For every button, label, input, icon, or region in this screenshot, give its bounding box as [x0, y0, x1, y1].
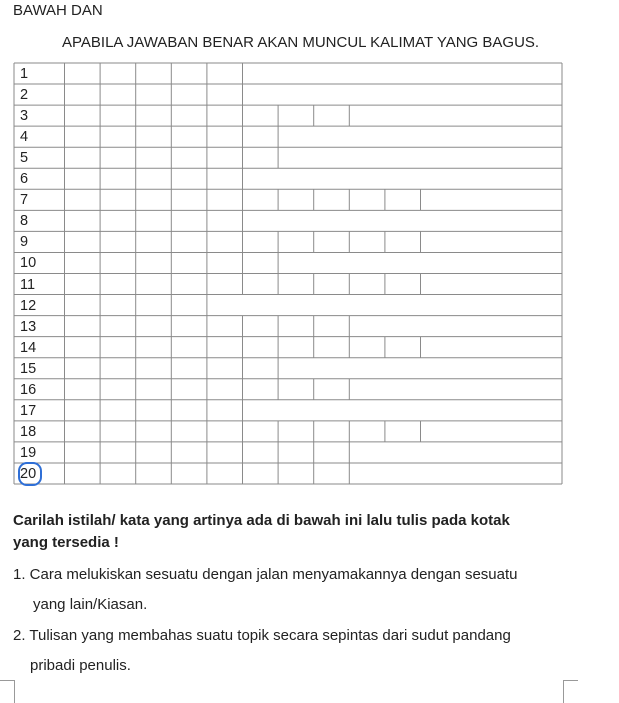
row-number: 13 [20, 318, 37, 335]
row-number: 8 [20, 213, 29, 230]
page-corner-right [563, 680, 578, 703]
row-number: 9 [20, 234, 29, 251]
row-number: 10 [20, 255, 37, 272]
row-number: 20 [20, 465, 37, 482]
row-number: 1 [20, 66, 29, 82]
question-2-line-2: pribadi penulis. [30, 657, 131, 674]
row-number: 19 [20, 444, 37, 461]
row-number: 11 [20, 276, 36, 293]
row-number: 15 [20, 360, 37, 377]
instruction-line-1: Carilah istilah/ kata yang artinya ada di bawah ini lalu tulis pada kotak [13, 512, 510, 529]
header-line-2: APABILA JAWABAN BENAR AKAN MUNCUL KALIMAT YANG BAGUS. [62, 34, 540, 51]
row-number: 18 [20, 423, 37, 440]
question-1-line-2: yang lain/Kiasan. [33, 596, 148, 613]
question-1-line-1: 1. Cara melukiskan sesuatu dengan jalan menyamakannya dengan sesuatu [13, 566, 518, 583]
row-number: 16 [20, 381, 37, 398]
instruction-line-2: yang tersedia ! [13, 534, 119, 551]
row-number: 3 [20, 108, 29, 125]
row-20-selection-highlight [18, 462, 42, 486]
row-number: 12 [20, 297, 37, 314]
row-number: 17 [20, 402, 37, 419]
row-number: 4 [20, 129, 29, 146]
page-corner-left [0, 680, 15, 703]
row-number: 14 [20, 339, 37, 356]
row-number: 6 [20, 171, 29, 188]
header-line-1: BAWAH DAN [13, 2, 103, 19]
question-2-line-1: 2. Tulisan yang membahas suatu topik secara sepintas dari sudut pandang [13, 627, 511, 644]
row-number: 7 [20, 192, 29, 209]
row-number: 5 [20, 150, 29, 167]
row-number: 2 [20, 87, 29, 104]
